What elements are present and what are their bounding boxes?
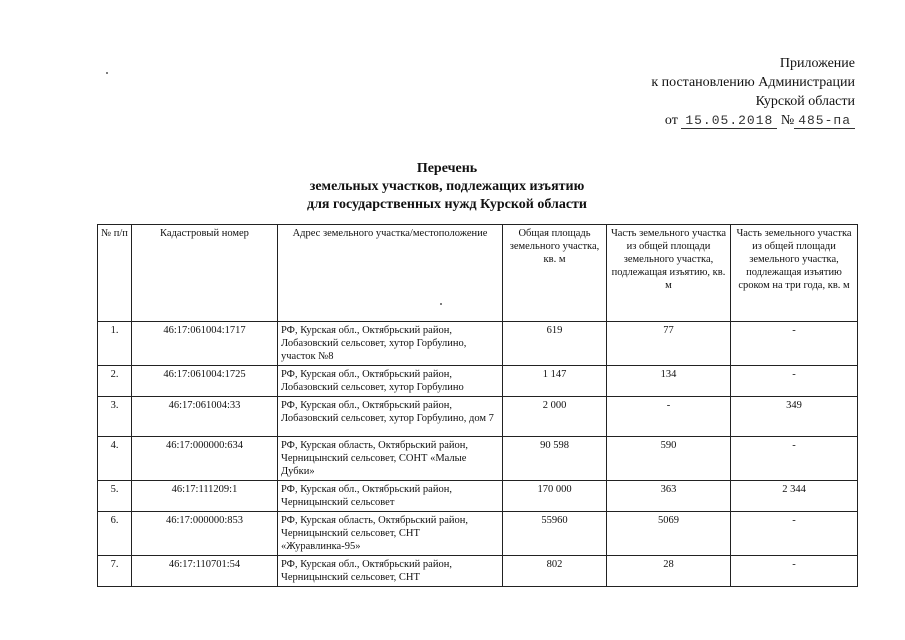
cell-withdrawn-three-years: 2 344: [731, 481, 858, 512]
cell-withdrawn-part: 77: [607, 322, 731, 366]
cell-withdrawn-three-years: -: [731, 556, 858, 587]
col-header-total-area: Общая площадь земельного участка, кв. м: [503, 225, 607, 322]
cell-address: РФ, Курская обл., Октябрьский район, Черницынский сельсовет: [278, 481, 503, 512]
decree-date: 15.05.2018: [681, 113, 777, 129]
cell-withdrawn-part: 28: [607, 556, 731, 587]
cell-cadastral: 46:17:110701:54: [132, 556, 278, 587]
col-header-address: Адрес земельного участка/местоположение: [278, 225, 503, 322]
cell-withdrawn-part: 5069: [607, 512, 731, 556]
cell-number: 4.: [98, 437, 132, 481]
cell-withdrawn-part: 134: [607, 366, 731, 397]
cell-withdrawn-part: -: [607, 397, 731, 437]
date-prefix: от: [664, 113, 678, 128]
table-row: [98, 437, 858, 481]
cell-total-area: 55960: [503, 512, 607, 556]
cell-total-area: 619: [503, 322, 607, 366]
cell-total-area: 1 147: [503, 366, 607, 397]
col-header-withdrawn-part: Часть земельного участка из общей площади земельного участка, подлежащая изъятию, кв. м: [607, 225, 731, 322]
table-header-row: [98, 225, 858, 322]
cell-cadastral: 46:17:000000:634: [132, 437, 278, 481]
cell-number: 2.: [98, 366, 132, 397]
cell-number: 1.: [98, 322, 132, 366]
table-row: [98, 397, 858, 437]
appendix-decree: к постановлению Администрации: [651, 75, 855, 90]
col-header-cadastral: Кадастровый номер: [132, 225, 278, 322]
table-row: [98, 366, 858, 397]
col-header-number: № п/п: [98, 225, 132, 322]
title-line-1: Перечень: [416, 161, 478, 176]
land-plots-table: [97, 224, 858, 587]
cell-withdrawn-part: 363: [607, 481, 731, 512]
decree-number: 485-па: [794, 113, 855, 129]
cell-address: РФ, Курская обл., Октябрьский район, Лобазовский сельсовет, хутор Горбулино: [278, 366, 503, 397]
table-row: [98, 512, 858, 556]
cell-withdrawn-three-years: -: [731, 322, 858, 366]
table-row: [98, 481, 858, 512]
cell-address: РФ, Курская обл., Октябрьский район, Лобазовский сельсовет, хутор Горбулино, дом 7: [278, 397, 503, 437]
cell-total-area: 802: [503, 556, 607, 587]
appendix-date-line: [615, 111, 855, 130]
title-line-2: земельных участков, подлежащих изъятию: [309, 179, 585, 194]
scan-speck: [106, 72, 108, 74]
col-header-withdrawn-three-years: Часть земельного участка из общей площади земельного участка, подлежащая изъятию сроком на три года, кв. м: [731, 225, 858, 322]
cell-total-area: 90 598: [503, 437, 607, 481]
cell-cadastral: 46:17:061004:1725: [132, 366, 278, 397]
cell-address: РФ, Курская обл., Октябрьский район, Лобазовский сельсовет, хутор Горбулино, участок №8: [278, 322, 503, 366]
cell-number: 3.: [98, 397, 132, 437]
title-line-3: для государственных нужд Курской области: [307, 197, 587, 212]
cell-number: 7.: [98, 556, 132, 587]
table-row: [98, 322, 858, 366]
appendix-title: Приложение: [779, 56, 855, 71]
cell-withdrawn-three-years: -: [731, 366, 858, 397]
cell-withdrawn-part: 590: [607, 437, 731, 481]
cell-cadastral: 46:17:000000:853: [132, 512, 278, 556]
cell-cadastral: 46:17:111209:1: [132, 481, 278, 512]
cell-withdrawn-three-years: -: [731, 437, 858, 481]
cell-withdrawn-three-years: -: [731, 512, 858, 556]
cell-number: 5.: [98, 481, 132, 512]
cell-number: 6.: [98, 512, 132, 556]
cell-address: РФ, Курская область, Октябрьский район, Черницынский сельсовет, СОНТ «Малые Дубки»: [278, 437, 503, 481]
cell-cadastral: 46:17:061004:1717: [132, 322, 278, 366]
cell-total-area: 2 000: [503, 397, 607, 437]
appendix-block: [615, 54, 855, 130]
number-prefix: №: [780, 113, 795, 128]
document-title: [232, 160, 662, 214]
cell-cadastral: 46:17:061004:33: [132, 397, 278, 437]
cell-total-area: 170 000: [503, 481, 607, 512]
appendix-region: Курской области: [755, 94, 855, 109]
cell-address: РФ, Курская область, Октябрьский район, Черницынский сельсовет, СНТ «Журавлинка-95»: [278, 512, 503, 556]
cell-withdrawn-three-years: 349: [731, 397, 858, 437]
cell-address: РФ, Курская обл., Октябрьский район, Черницынский сельсовет, СНТ: [278, 556, 503, 587]
table-row: [98, 556, 858, 587]
